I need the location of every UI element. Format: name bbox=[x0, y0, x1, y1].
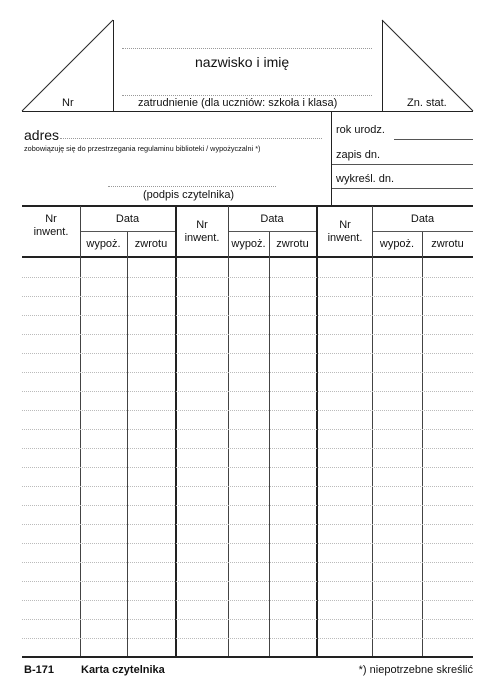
col-line-3a bbox=[372, 206, 373, 656]
birth-year-line bbox=[394, 139, 473, 140]
entry-row-line bbox=[22, 372, 473, 373]
borrow-header-3: wypoż. bbox=[379, 238, 415, 250]
removal-line bbox=[332, 188, 473, 189]
date-header-3: Data bbox=[410, 213, 435, 225]
registration-line bbox=[332, 164, 473, 165]
entry-row-line bbox=[22, 600, 473, 601]
inv-header-2: Nr inwent. bbox=[184, 219, 220, 244]
entry-row-line bbox=[22, 619, 473, 620]
inv-header-3: Nr inwent. bbox=[327, 219, 363, 244]
group-separator-1 bbox=[175, 206, 177, 656]
pledge-text: zobowiązuję się do przestrzegania regulaminu biblioteki / wypożyczalni *) bbox=[24, 144, 261, 153]
entry-row-line bbox=[22, 638, 473, 639]
entry-row-line bbox=[22, 315, 473, 316]
entry-row-line bbox=[22, 429, 473, 430]
date-header-2: Data bbox=[260, 213, 284, 225]
entry-row-line bbox=[22, 581, 473, 582]
group-separator-2 bbox=[316, 206, 318, 656]
nr-label: Nr bbox=[62, 97, 74, 109]
table-bottom-rule bbox=[22, 656, 473, 658]
address-label: adres bbox=[24, 127, 60, 143]
registration-label: zapis dn. bbox=[336, 149, 381, 161]
table-top-rule bbox=[22, 205, 473, 207]
entry-row-line bbox=[22, 543, 473, 544]
entry-row-line bbox=[22, 391, 473, 392]
removal-label: wykreśl. dn. bbox=[336, 173, 395, 185]
signature-dotted-line bbox=[108, 186, 276, 187]
entry-row-line bbox=[22, 334, 473, 335]
entry-row-line bbox=[22, 277, 473, 278]
entry-row-line bbox=[22, 448, 473, 449]
name-dotted-line bbox=[122, 48, 372, 49]
col-line-2a bbox=[228, 206, 229, 656]
date-subrule-2 bbox=[228, 231, 316, 232]
entry-row-line bbox=[22, 410, 473, 411]
footnote: *) niepotrzebne skreślić bbox=[358, 664, 473, 676]
status-label: Zn. stat. bbox=[407, 97, 447, 109]
birth-year-label: rok urodz. bbox=[336, 124, 385, 136]
return-header-1: zwrotu bbox=[134, 238, 168, 250]
employment-label: zatrudnienie (dla uczniów: szkoła i klasa) bbox=[138, 97, 338, 109]
return-header-3: zwrotu bbox=[431, 238, 464, 250]
return-header-2: zwrotu bbox=[276, 238, 309, 250]
name-label: nazwisko i imię bbox=[195, 54, 290, 70]
borrow-header-1: wypoż. bbox=[86, 238, 121, 250]
entry-row-line bbox=[22, 353, 473, 354]
table-header-rule bbox=[22, 256, 473, 258]
entry-row-line bbox=[22, 524, 473, 525]
entry-row-line bbox=[22, 467, 473, 468]
employment-dotted-line bbox=[122, 95, 372, 96]
entry-row-line bbox=[22, 562, 473, 563]
form-code: B-171 bbox=[24, 664, 54, 676]
entry-row-line bbox=[22, 296, 473, 297]
borrow-header-2: wypoż. bbox=[231, 238, 266, 250]
signature-label: (podpis czytelnika) bbox=[143, 189, 235, 201]
address-dotted-line bbox=[60, 138, 322, 139]
inv-header-1: Nr inwent. bbox=[33, 213, 69, 238]
col-line-1a bbox=[80, 206, 81, 656]
date-header-1: Data bbox=[115, 213, 140, 225]
info-divider bbox=[331, 112, 332, 205]
form-title: Karta czytelnika bbox=[81, 664, 165, 676]
entry-row-line bbox=[22, 505, 473, 506]
entry-row-line bbox=[22, 486, 473, 487]
